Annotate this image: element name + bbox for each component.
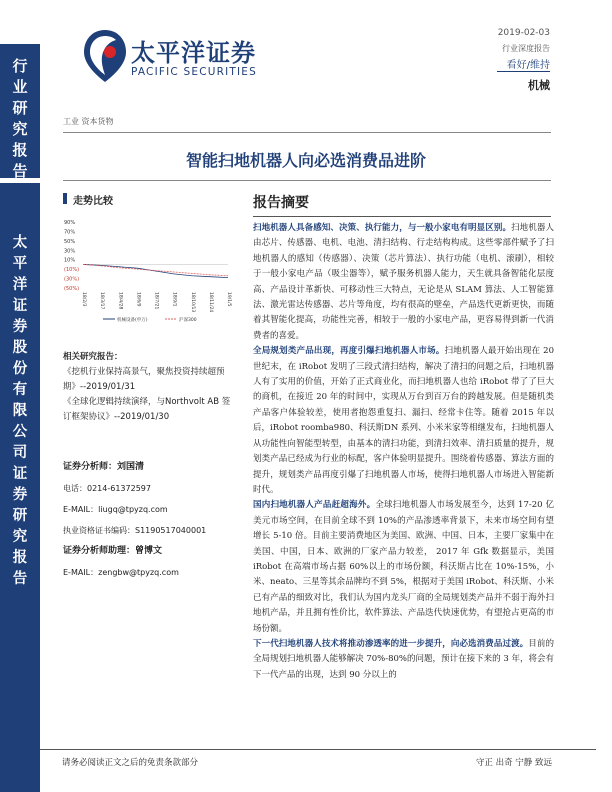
summary-body: [253, 221, 554, 683]
footer-rule: [40, 749, 596, 750]
assistant-heading: 证券分析师助理：曾博文: [63, 546, 163, 556]
sidebar-bottom-char: 券: [12, 486, 28, 503]
sidebar-bottom-char: 研: [12, 507, 28, 524]
sidebar-top-char: 告: [12, 162, 28, 180]
sidebar-bottom-char: 有: [12, 381, 28, 398]
analyst-cert: 执业资格证书编码：S1190517040001: [63, 526, 207, 535]
y-tick-label: (10%): [64, 267, 80, 274]
series-line: [83, 264, 228, 275]
summary-p3-head: 国内扫地机器人产品赶超海外。: [253, 500, 376, 511]
section-marker: [63, 193, 67, 204]
y-tick-label: (30%): [64, 276, 80, 283]
trend-heading: 走势比较: [73, 196, 113, 207]
summary-p2-head: 全局规划类产品出现，再度引爆扫地机器人市场。: [253, 346, 445, 357]
analyst-heading: 证券分析师：刘国清: [63, 462, 145, 472]
y-tick-label: 50%: [64, 238, 76, 245]
analyst-email: E-MAIL：liugq@tpyzq.com: [63, 505, 168, 514]
related-item-1: 《挖机行业保持高景气，聚焦投资持续超预期》--2019/01/31: [63, 367, 225, 392]
related-research: [63, 350, 233, 425]
summary-rule: [253, 216, 551, 217]
report-title: 智能扫地机器人向必选消费品进阶: [185, 151, 426, 170]
x-tick-label: 18/10/13: [189, 292, 195, 313]
logo-chinese-name: 太平洋证券: [131, 39, 256, 67]
footer-motto: 守正 出奇 宁静 致远: [475, 758, 552, 768]
legend-label: 沪深300: [179, 318, 197, 323]
sidebar-bottom-char: 份: [12, 360, 28, 377]
x-tick-label: 18/2/3: [81, 292, 86, 307]
title-top-rule: [63, 132, 551, 133]
report-date: 2019-02-03: [497, 28, 550, 38]
sidebar-top-char: 业: [12, 78, 28, 96]
summary-p1-head: 扫地机器人具备感知、决策、执行能力，与一般小家电有明显区别。: [253, 223, 512, 233]
summary-p1-body: 扫地机器人由芯片、传感器、电机、电池、清扫结构、行走结构构成。这些零部件赋予了扫地机器人的感知（传感器）、决策（芯片算法）、执行功能（电机、滚刷），相较于一般小家电产品（吸尘器等），赋予服务机器人能力，天生就具备智能化层度高、产品设计革新快、可移动性三大特点，无论是从 SLAM 算法、人工智能算法、激光雷达传感器、芯片等角度，均有很高的壁垒，产品迭代更新更快，而随着其智能化提高，功能性完善，相较于一般的小家电产品，更容易得到新一代消费者的喜爱。: [253, 223, 554, 341]
sidebar-bottom-char: 洋: [12, 276, 28, 293]
footer-disclaimer: 请务必阅读正文之后的免责条款部分: [62, 758, 199, 768]
analyst-info: [63, 460, 238, 580]
related-item-2: 《全球化逻辑持续演绎，与Northvolt AB 签订框架协议》--2019/01/30: [63, 397, 231, 422]
x-tick-label: 19/1/5: [226, 292, 231, 307]
sidebar-bottom-char: 证: [12, 297, 28, 314]
sidebar-bottom-char: 告: [12, 570, 28, 587]
logo-english-name: PACIFIC SECURITIES: [131, 66, 258, 78]
industry-category: 工业 资本货物: [63, 117, 114, 126]
related-heading: 相关研究报告：: [63, 352, 123, 362]
summary-p4-body: 目前的全局规划扫地机器人能够解决 70%-80%的问题，预计在接下来的 3 年，将会有下一代产品的出现，达到 90 分以上的: [253, 638, 554, 680]
x-tick-label: 18/4/28: [117, 292, 123, 310]
header-divider: [497, 71, 550, 72]
sidebar-bottom-char: 平: [12, 255, 28, 272]
sidebar-top-char: 研: [12, 99, 28, 117]
summary-p2-body: 扫地机器人最开始出现在 20 世纪末，在 iRobot 发明了三段式清扫结构，解决了清扫的问题之后，扫地机器人有了实用的价值，开始了正式商业化，而扫地机器人也给 iRobot 带了了巨大的商机，在接近 20 年的时间中，实现从万台到百万台的跨越发展。但是随机类产品客户体验较差，使用者抱怨重复扫、漏扫、经常卡住等。随着 2015 年以后，iRobot roomba980、科沃斯DN 系列、小米米家等相继发布，扫地机器人从功能性向智能型转型，由基本的清扫功能，到清扫效率、清扫质量的提升，规划类产品已经成为行业的标配，客户体验明显提升。围绕着传感器、算法方面的提升，规划类产品再度引爆了扫地机器人市场，使得扫地机器人市场进入智能新时代。: [253, 346, 554, 495]
sidebar-bottom-char: 报: [12, 549, 28, 566]
sidebar-top-char: 行: [12, 57, 28, 75]
sector-name: 机械: [528, 79, 550, 92]
sidebar-bottom-char: 股: [12, 339, 28, 356]
assistant-email: E-MAIL：zengbw@tpyzq.com: [63, 568, 179, 577]
y-tick-label: (50%): [64, 286, 80, 292]
y-tick-label: 10%: [64, 257, 76, 264]
sidebar-bottom-char: 太: [12, 234, 28, 251]
investment-rating: 看好/维持: [506, 60, 550, 71]
sidebar-bottom-char: 限: [12, 402, 28, 419]
x-tick-label: 18/11/24: [207, 292, 213, 313]
sidebar-bottom-char: 司: [12, 444, 28, 461]
summary-p3-body: 全球扫地机器人市场发展至今，达到 17-20 亿美元市场空间，在目前全球不到 10%的产品渗透率背景下，未来市场空间有望增长 5-10 倍。目前主要消费地区为美国、欧洲、中国、日本，主要厂家集中在美国、中国，日本、欧洲的厂家产品力较差， 2017 年 Gfk 数据显示，美国 iRobot 在高端市场占据 60%以上的市场份额，科沃斯占比在 10%-15%，小米、neato、三星等其余品牌均不到 5%，根据对于美国 iRobot、科沃斯、小米已有产品的细致对比，我们认为国内龙头厂商的全局规划类产品并不弱于海外扫地机产品，并且拥有性价比，软件算法、产品迭代快速优势，有望抢占更高的市场份额。: [253, 500, 554, 634]
sidebar-bottom-char: 券: [12, 318, 28, 335]
pacific-securities-logo-icon: [82, 28, 128, 84]
sidebar-bottom-char: 公: [12, 423, 28, 440]
analyst-phone: 电话：0214-61372597: [63, 484, 151, 493]
summary-heading: 报告摘要: [253, 195, 309, 211]
x-tick-label: 18/7/21: [153, 292, 159, 310]
y-tick-label: 90%: [64, 220, 76, 226]
legend-label: 机械设备(申万): [117, 318, 148, 323]
sidebar-bottom-char: 证: [12, 465, 28, 482]
trend-chart: [63, 218, 233, 328]
x-tick-label: 18/9/1: [171, 292, 177, 307]
sidebar-top-char: 报: [12, 141, 28, 159]
sidebar-top-char: 究: [12, 120, 28, 138]
title-bottom-rule: [63, 180, 551, 181]
report-type: 行业深度报告: [502, 44, 550, 53]
y-tick-label: 30%: [64, 248, 76, 255]
sidebar-bottom-char: 究: [12, 528, 28, 545]
sidebar-company-name: [0, 232, 40, 589]
x-tick-label: 18/6/9: [135, 292, 141, 307]
y-tick-label: 70%: [64, 229, 76, 236]
summary-p4-head: 下一代扫地机器人技术将推动渗透率的进一步提升，向必选消费品过渡。: [253, 638, 529, 649]
x-tick-label: 18/3/17: [99, 292, 105, 310]
